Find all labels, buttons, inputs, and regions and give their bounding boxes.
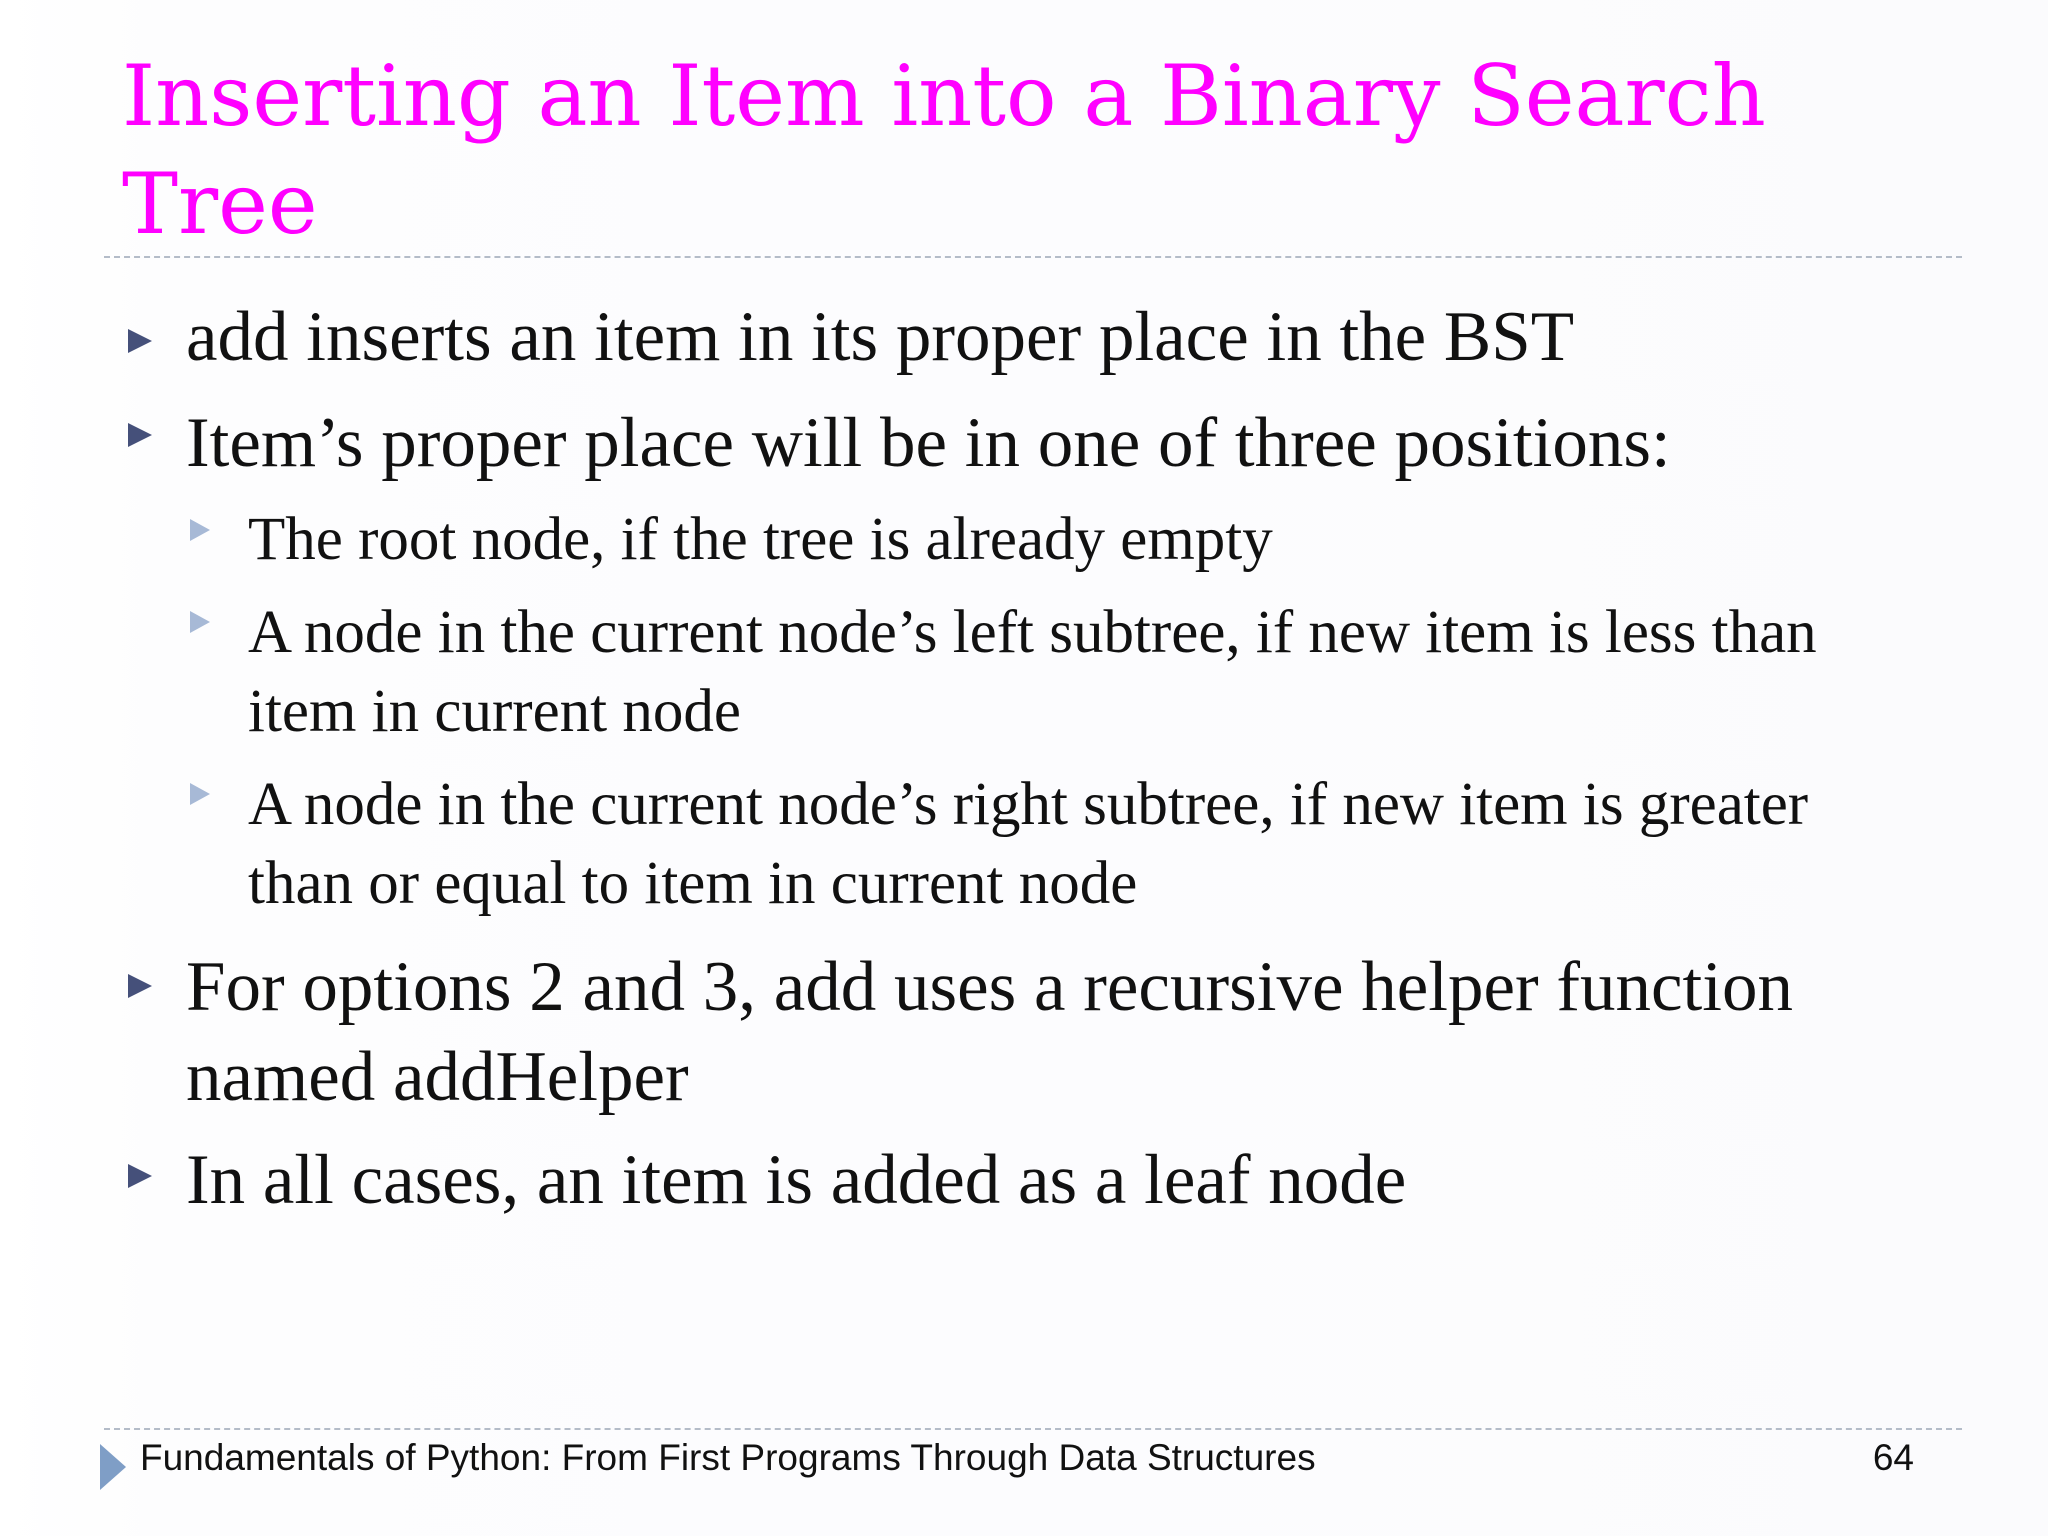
sub-bullet-marker-icon xyxy=(190,519,210,541)
sub-bullet-item: A node in the current node’s left subtree, if new item is less than item in current node xyxy=(248,599,1817,745)
sub-bullet-marker-icon xyxy=(190,611,210,633)
bullet-item: In all cases, an item is added as a leaf node xyxy=(186,1141,1407,1219)
footer-divider xyxy=(104,1428,1962,1430)
bullet-marker-icon xyxy=(128,423,152,447)
bullet-marker-icon xyxy=(128,1164,152,1188)
bullet-item: add inserts an item in its proper place in the BST xyxy=(186,298,1575,376)
sub-bullet-marker-icon xyxy=(190,783,210,805)
slide-title: Inserting an Item into a Binary Search Tree xyxy=(122,47,1766,253)
bullet-marker-icon xyxy=(128,974,152,998)
page-number: 64 xyxy=(1872,1437,1914,1478)
footer-triangle-icon xyxy=(100,1444,126,1490)
sub-bullet-item: The root node, if the tree is already empty xyxy=(248,506,1273,573)
bullet-item: Item’s proper place will be in one of three positions: xyxy=(186,404,1671,482)
bullet-item: For options 2 and 3, add uses a recursive helper function named addHelper xyxy=(186,948,1793,1116)
sub-bullet-item: A node in the current node’s right subtree, if new item is greater than or equal to item in current node xyxy=(248,771,1809,917)
footer-text: Fundamentals of Python: From First Programs Through Data Structures xyxy=(140,1437,1316,1478)
bullet-marker-icon xyxy=(128,329,152,353)
